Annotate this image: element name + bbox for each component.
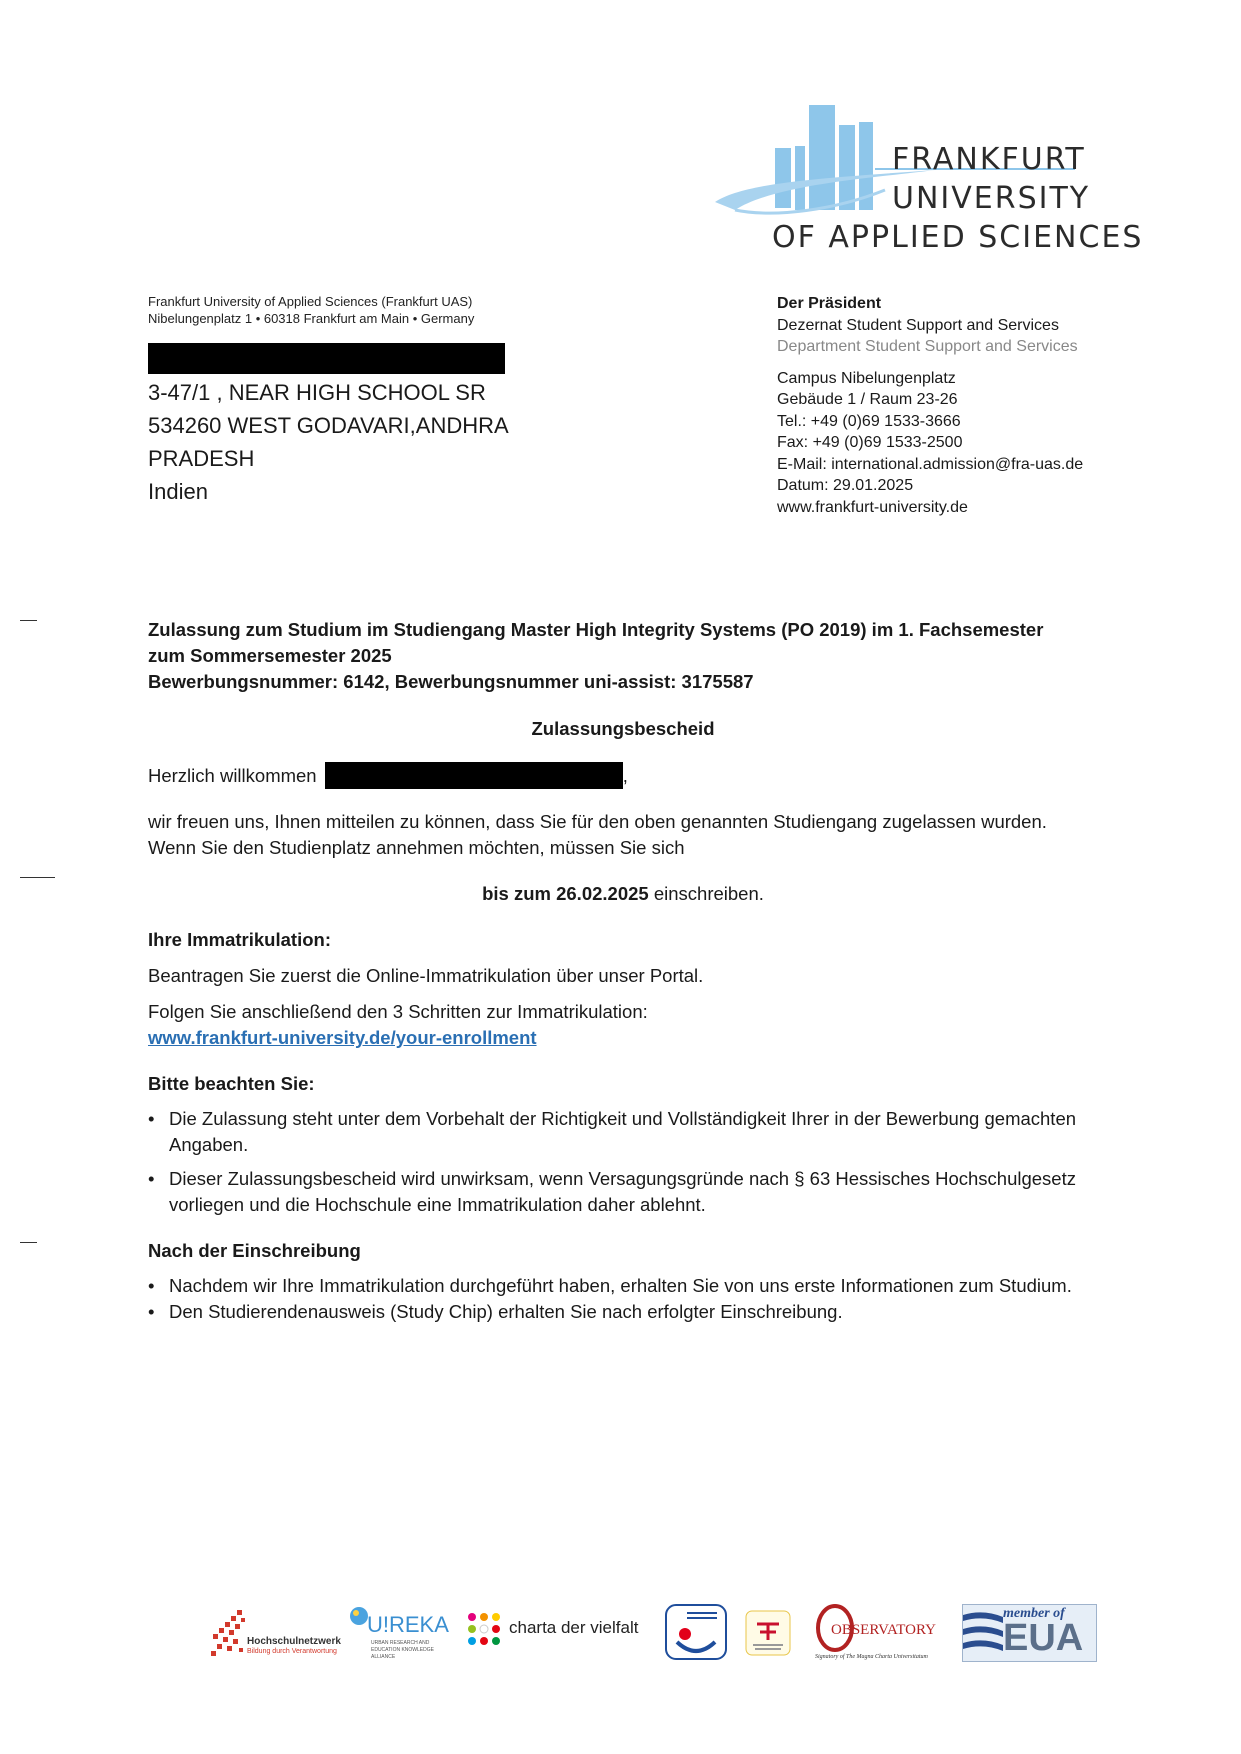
phone: Tel.: +49 (0)69 1533-3666 bbox=[777, 412, 961, 430]
recipient-address bbox=[148, 376, 509, 508]
notice-heading: Bitte beachten Sie: bbox=[148, 1073, 315, 1094]
recipient-line-1: 3-47/1 , NEAR HIGH SCHOOL SR bbox=[148, 380, 486, 405]
logo-line-1: FRANKFURT bbox=[892, 142, 1086, 177]
after-enrollment-heading: Nach der Einschreibung bbox=[148, 1240, 361, 1261]
logo-line-3: OF APPLIED SCIENCES bbox=[772, 220, 1144, 255]
hochschulnetzwerk-icon bbox=[211, 1610, 251, 1658]
charta-dots-icon bbox=[467, 1612, 503, 1648]
university-logo bbox=[715, 100, 1144, 260]
deadline-date: bis zum 26.02.2025 bbox=[482, 883, 649, 904]
sender-address bbox=[148, 293, 474, 327]
immatriculation-step-2: Folgen Sie anschließend den 3 Schritten zur Immatrikulation: bbox=[148, 1001, 648, 1022]
magna-charta-observatory-logo bbox=[815, 1598, 940, 1668]
family-audit-seal bbox=[665, 1598, 727, 1668]
building: Gebäude 1 / Raum 23-26 bbox=[777, 391, 958, 408]
intro-line-1: wir freuen uns, Ihnen mitteilen zu können, dass Sie für den oben genannten Studiengang zugelassen wurden. bbox=[148, 811, 1047, 832]
president-title: Der Präsident bbox=[777, 295, 882, 312]
application-numbers: Bewerbungsnummer: 6142, Bewerbungsnummer uni-assist: 3175587 bbox=[148, 671, 754, 692]
certification-seal bbox=[745, 1598, 791, 1668]
hochschulnetzwerk-logo bbox=[205, 1598, 341, 1668]
enrollment-link[interactable]: www.frankfurt-university.de/your-enrollment bbox=[148, 1027, 537, 1048]
greeting-comma: , bbox=[622, 765, 628, 786]
sender-line-1: Frankfurt University of Applied Sciences (Frankfurt UAS) bbox=[148, 294, 473, 309]
redacted-recipient-name bbox=[148, 343, 505, 374]
campus: Campus Nibelungenplatz bbox=[777, 369, 956, 387]
recipient-line-3: PRADESH bbox=[148, 446, 255, 471]
eua-waves-icon bbox=[963, 1605, 1003, 1661]
logo-wordmark bbox=[772, 140, 1143, 257]
observatory-tagline: Signatory of The Magna Charta Universitatum bbox=[815, 1654, 928, 1660]
notice-item: • Dieser Zulassungsbescheid wird unwirksam, wenn Versagungsgründe nach § 63 Hessisches Hochschulgesetz vorliegen und die Hochschule eine Immatrikulation daher ablehnt. bbox=[148, 1166, 1098, 1218]
email: E-Mail: international.admission@fra-uas.de bbox=[777, 455, 1084, 473]
ureka-tagline-2: EDUCATION KNOWLEDGE bbox=[371, 1647, 434, 1653]
contact-info bbox=[777, 293, 1083, 518]
department-en: Department Student Support and Services bbox=[777, 338, 1078, 355]
observatory-name: OBSERVATORY bbox=[831, 1622, 936, 1638]
deadline-text: einschreiben. bbox=[648, 883, 764, 904]
fax: Fax: +49 (0)69 1533-2500 bbox=[777, 434, 963, 451]
greeting bbox=[148, 762, 1098, 789]
enrollment-link-wrap bbox=[148, 1025, 1098, 1051]
ureka-tagline-3: ALLIANCE bbox=[371, 1654, 396, 1660]
department-de: Dezernat Student Support and Services bbox=[777, 316, 1059, 334]
ureka-logo bbox=[347, 1598, 457, 1668]
after-enrollment-item: • Den Studierendenausweis (Study Chip) erhalten Sie nach erfolgter Einschreibung. bbox=[148, 1299, 1098, 1325]
hochschulnetzwerk-name: Hochschulnetzwerk bbox=[247, 1636, 341, 1647]
certification-seal-icon bbox=[745, 1610, 791, 1656]
deadline bbox=[148, 881, 1098, 907]
fold-mark-bottom bbox=[20, 1242, 37, 1243]
redacted-greeting-name bbox=[325, 762, 623, 789]
date: Datum: 29.01.2025 bbox=[777, 477, 914, 494]
immatriculation-heading: Ihre Immatrikulation: bbox=[148, 929, 331, 950]
notice-item: • Die Zulassung steht unter dem Vorbehalt der Richtigkeit und Vollständigkeit Ihrer in der Bewerbung gemachten Angaben. bbox=[148, 1106, 1098, 1158]
recipient-line-2: 534260 WEST GODAVARI,ANDHRA bbox=[148, 413, 509, 438]
hole-punch-mark bbox=[20, 877, 55, 878]
document-heading: Zulassungsbescheid bbox=[531, 718, 715, 739]
website: www.frankfurt-university.de bbox=[777, 498, 968, 516]
notice-list bbox=[148, 1106, 1098, 1218]
subject-line-2: zum Sommersemester 2025 bbox=[148, 645, 392, 666]
family-seal-icon bbox=[665, 1604, 727, 1660]
hochschulnetzwerk-tagline: Bildung durch Verantwortung bbox=[247, 1648, 337, 1655]
ureka-name: U!REKA bbox=[367, 1612, 449, 1637]
subject-line-1: Zulassung zum Studium im Studiengang Master High Integrity Systems (PO 2019) im 1. Fachsemester bbox=[148, 619, 1044, 640]
partner-logos bbox=[205, 1598, 1095, 1668]
after-enrollment-item: • Nachdem wir Ihre Immatrikulation durchgeführt haben, erhalten Sie von uns erste Informationen zum Studium. bbox=[148, 1273, 1098, 1299]
immatriculation-step-1: Beantragen Sie zuerst die Online-Immatrikulation über unser Portal. bbox=[148, 965, 704, 986]
ureka-tagline-1: URBAN RESEARCH AND bbox=[371, 1640, 430, 1646]
after-enrollment-list bbox=[148, 1273, 1098, 1325]
sender-line-2: Nibelungenplatz 1 • 60318 Frankfurt am Main • Germany bbox=[148, 311, 475, 326]
charta-name: charta der vielfalt bbox=[509, 1618, 639, 1637]
fold-mark-top bbox=[20, 620, 37, 621]
eua-member-logo bbox=[962, 1598, 1095, 1668]
letter-body bbox=[148, 617, 1098, 1325]
intro-line-2: Wenn Sie den Studienplatz annehmen möchten, müssen Sie sich bbox=[148, 837, 685, 858]
eua-badge bbox=[962, 1604, 1097, 1662]
eua-name: EUA bbox=[1003, 1617, 1084, 1659]
logo-line-2: UNIVERSITY bbox=[892, 181, 1091, 216]
charta-der-vielfalt-logo bbox=[467, 1598, 652, 1668]
recipient-line-4: Indien bbox=[148, 479, 208, 504]
ureka-tagline bbox=[371, 1640, 434, 1661]
greeting-text: Herzlich willkommen bbox=[148, 765, 317, 786]
eua-member-of: member of bbox=[1003, 1606, 1065, 1621]
